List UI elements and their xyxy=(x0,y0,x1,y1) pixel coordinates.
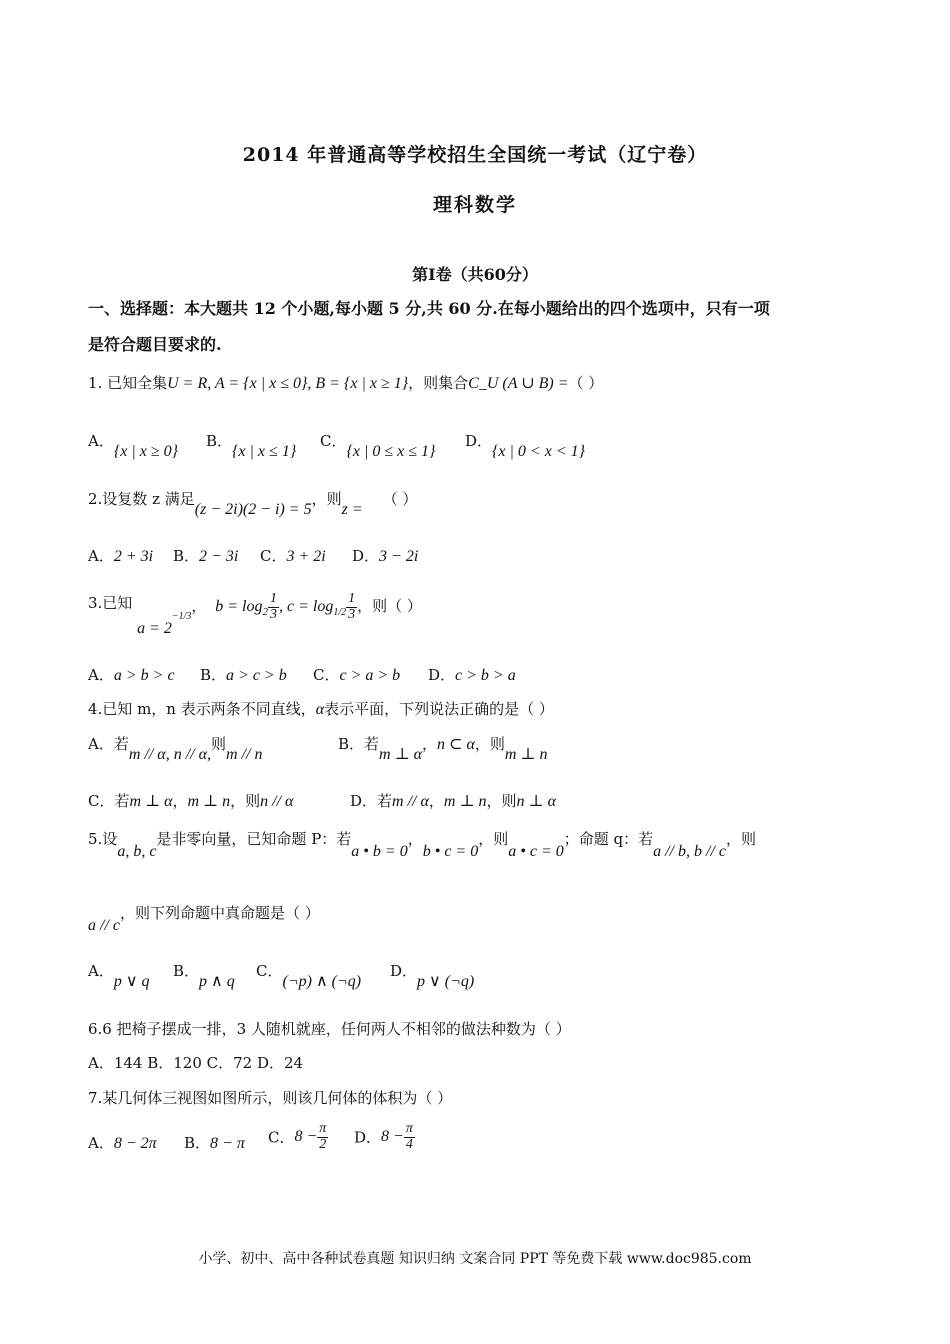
q2-option-c: C．3 + 2i xyxy=(260,547,326,565)
q1-mid: ，则集合 xyxy=(408,374,469,392)
question-4: 4.已知 m，n 表示两条不同直线，α表示平面，下列说法正确的是（ ） xyxy=(88,700,554,718)
section-instructions-line1: 一、选择题：本大题共 12 个小题,每小题 5 分,共 60 分.在每小题给出的四个选项中，只有一项 xyxy=(88,299,770,318)
q1-paren: （ ） xyxy=(568,374,604,392)
q7-options: A．8 − 2π B．8 − π C．8 − $\frac{\pi}{2}$ D．8 − $\frac{\pi}{4}$ xyxy=(88,1121,413,1152)
q1-math: U = R, A = {x | x ≤ 0}, B = {x | x ≥ 1} xyxy=(167,375,409,392)
part-heading: 第Ⅰ卷（共60分） xyxy=(412,265,538,284)
exam-title: 2014 年普通高等学校招生全国统一考试（辽宁卷） xyxy=(242,144,708,166)
exam-subtitle: 理科数学 xyxy=(432,194,517,216)
q2-option-a: A．2 + 3i xyxy=(88,547,154,565)
q4-option-d: D．若m // α，m ⊥ n，则n ⊥ α xyxy=(350,792,556,810)
section-instructions-line2: 是符合题目要求的. xyxy=(88,335,222,354)
question-6: 6.6 把椅子摆成一排，3 人随机就座，任何两人不相邻的做法种数为（ ） xyxy=(88,1020,571,1038)
q3-fraction-c: $\frac{1}{3}$ xyxy=(348,591,356,622)
question-2: 2.设复数 z 满足(z − 2i)(2 − i) = 5，则z =（ ） xyxy=(88,490,418,518)
q4-option-c: C．若m ⊥ α，m ⊥ n，则n // α xyxy=(88,792,294,810)
page-footer: 小学、初中、高中各种试卷真题 知识归纳 文案合同 PPT 等免费下载 www.doc985.com xyxy=(198,1251,752,1267)
question-7: 7.某几何体三视图如图所示，则该几何体的体积为（ ） xyxy=(88,1089,453,1107)
q4-options-ab xyxy=(88,733,788,773)
q1-option-d: D．{x | 0 < x < 1} xyxy=(465,432,586,460)
question-5: 5.设a, b, c是非零向量，已知命题 P：若a • b = 0，b • c = 0，则a • c = 0；命题 q：若a // b, b // c，则 xyxy=(88,830,757,860)
q1-stem: 1. 已知全集 xyxy=(88,374,168,392)
question-5-cont: a // c，则下列命题中真命题是（ ） xyxy=(88,904,320,934)
q4-option-a: A．若m // α, n // α,则m // n xyxy=(88,735,263,763)
q2-option-d: D．3 − 2i xyxy=(352,547,419,565)
q3-fraction-b: $\frac{1}{3}$ xyxy=(269,591,277,622)
q1-math2: C_U (A ∪ B) = xyxy=(468,375,569,392)
q2-option-b: B．2 − 3i xyxy=(173,547,239,565)
q1-option-c: C．{x | 0 ≤ x ≤ 1} xyxy=(320,432,436,460)
q1-option-a: A．{x | x ≥ 0} xyxy=(88,432,179,460)
question-3: 3.已知 $a = 2^{-1/3}$， $b = \log_2$ $\frac{1}{3}$ , $c = \log_{1/2}$ $\frac{1}{3}$ ，则（ ） xyxy=(88,591,422,638)
q6-options: A．144 B．120 C．72 D．24 xyxy=(88,1054,304,1072)
q4-option-b: B．若m ⊥ α，n ⊂ α，则m ⊥ n xyxy=(338,735,548,763)
question-1 xyxy=(88,372,603,393)
q1-option-b: B．{x | x ≤ 1} xyxy=(206,432,297,460)
